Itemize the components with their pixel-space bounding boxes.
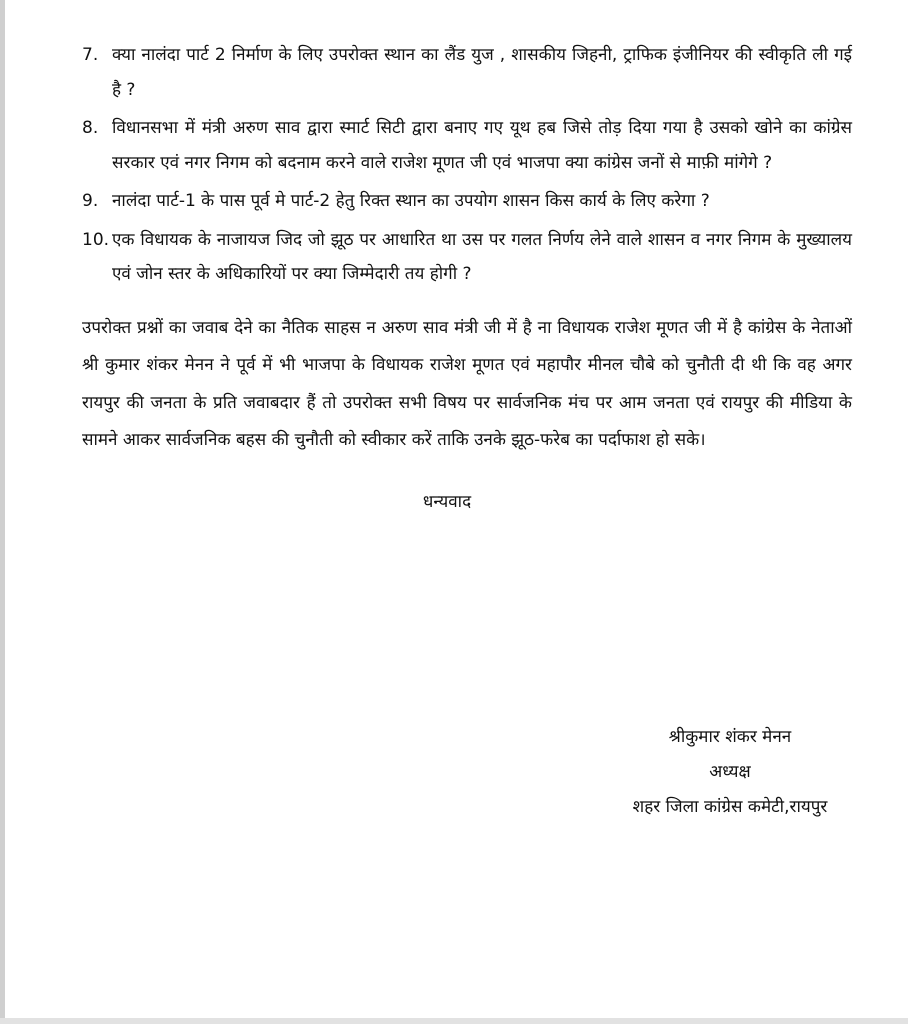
signature-block: [600, 720, 860, 825]
question-number: 10.: [82, 229, 110, 250]
question-item-10: [82, 223, 852, 292]
question-text: नालंदा पार्ट-1 के पास पूर्व मे पार्ट-2 हेतु रिक्त स्थान का उपयोग शासन किस कार्य के लिए करेगा ?: [112, 191, 710, 211]
signatory-organization: शहर जिला कांग्रेस कमेटी,रायपुर: [632, 797, 828, 817]
document-body: [82, 38, 852, 519]
question-item-7: [82, 38, 852, 107]
question-number: 8.: [82, 118, 99, 138]
page-bottom-edge: [0, 1018, 908, 1024]
question-number: 7.: [82, 45, 99, 65]
page-left-edge: [0, 0, 5, 1024]
question-item-9: [82, 184, 852, 219]
signatory-name: श्रीकुमार शंकर मेनन: [668, 727, 792, 747]
question-item-8: [82, 111, 852, 180]
question-text: विधानसभा में मंत्री अरुण साव द्वारा स्मार्ट सिटी द्वारा बनाए गए यूथ हब जिसे तोड़ दिया गया है उसको खोने का कांग्रेस सरकार एवं नगर निगम को बदनाम करने वाले राजेश मूणत जी एवं भाजपा क्या कांग्रेस जनों से माफ़ी मांगेगे ?: [112, 118, 852, 173]
question-number: 9.: [82, 191, 99, 211]
question-text: क्या नालंदा पार्ट 2 निर्माण के लिए उपरोक्त स्थान का लैंड युज , शासकीय जिहनी, ट्राफिक इंजीनियर की स्वीकृति ली गई है ?: [112, 45, 852, 100]
thanks-text: धन्यवाद: [422, 491, 472, 512]
closing-paragraph: उपरोक्त प्रश्नों का जवाब देने का नैतिक साहस न अरुण साव मंत्री जी में है ना विधायक राजेश मूणत जी में है कांग्रेस के नेताओं श्री कुमार शंकर मेनन ने पूर्व में भी भाजपा के विधायक राजेश मूणत एवं महापौर मीनल चौबे को चुनौती दी थी कि वह अगर रायपुर की जनता के प्रति जवाबदार हैं तो उपरोक्त सभी विषय पर सार्वजनिक मंच पर आम जनता एवं रायपुर की मीडिया के सामने आकर सार्वजनिक बहस की चुनौती को स्वीकार करें ताकि उनके झूठ-फरेब का पर्दाफाश हो सके।: [82, 317, 852, 450]
signatory-designation: अध्यक्ष: [709, 762, 751, 782]
question-text: एक विधायक के नाजायज जिद जो झूठ पर आधारित था उस पर गलत निर्णय लेने वाले शासन व नगर निगम के मुख्यालय एवं जोन स्तर के अधिकारियों पर क्या जिम्मेदारी तय होगी ?: [112, 229, 852, 284]
